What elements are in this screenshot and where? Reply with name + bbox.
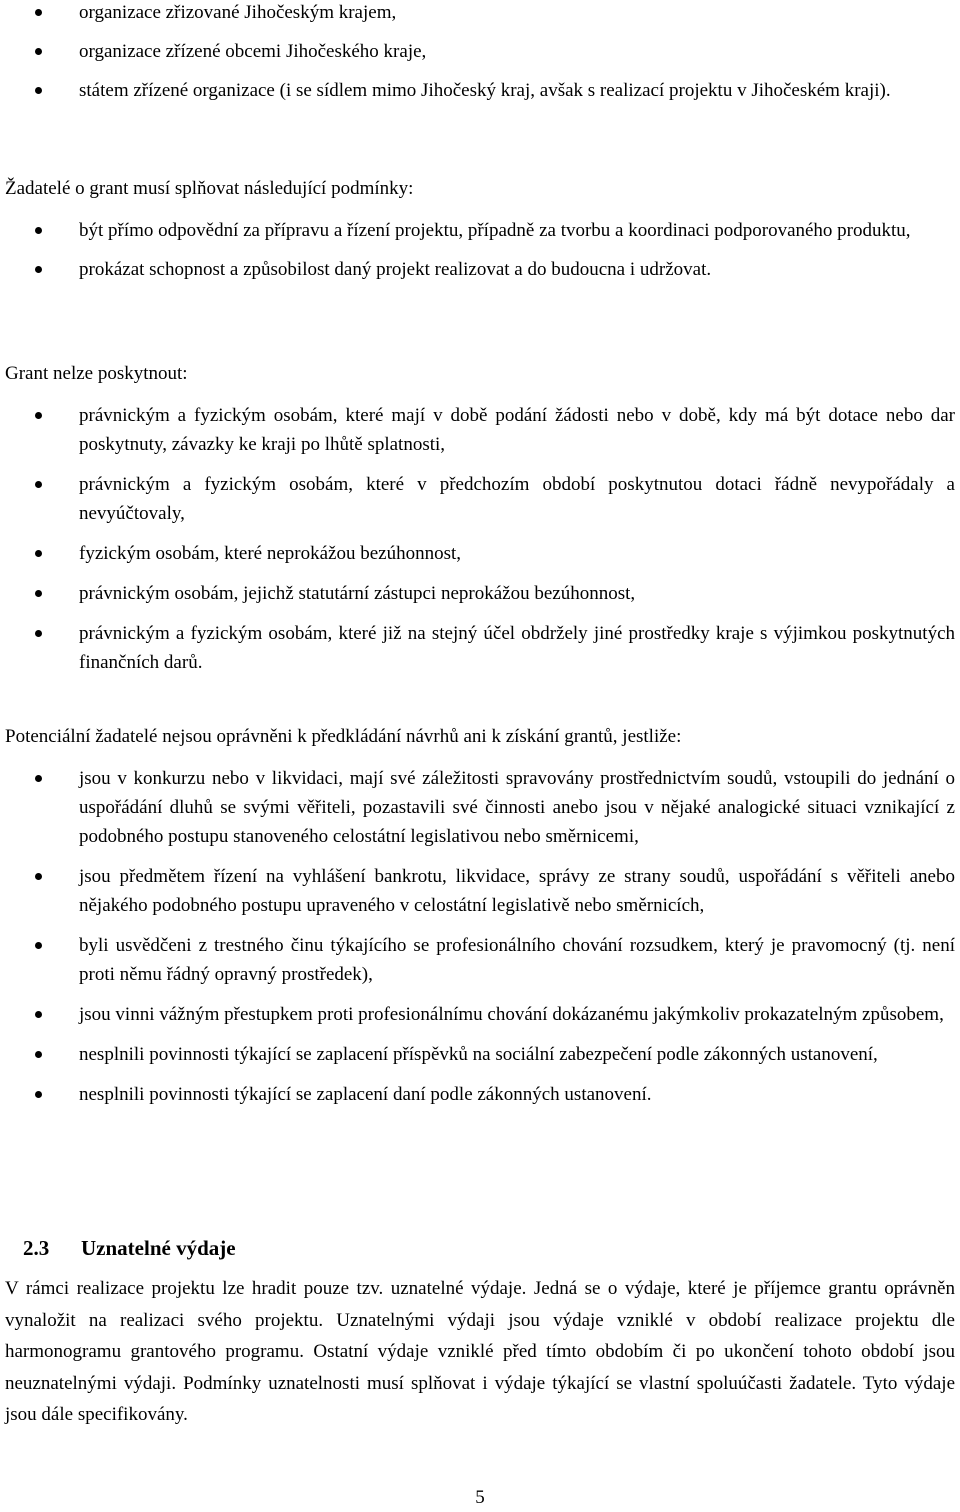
list-item: právnickým a fyzickým osobám, které v předchozím období poskytnutou dotaci řádně nevypořádaly a nevyúčtovaly, — [5, 470, 955, 528]
list-item: organizace zřízené obcemi Jihočeského kraje, — [5, 37, 955, 66]
bullet-icon — [35, 48, 42, 55]
section-title: Uznatelné výdaje — [81, 1236, 236, 1260]
section-paragraph: V rámci realizace projektu lze hradit pouze tzv. uznatelné výdaje. Jedná se o výdaje, které je příjemce grantu oprávněn vynaložit na realizaci svého projektu. Uznatelnými výdaji jsou výdaje vzniklé v období realizace projektu dle harmonogramu grantového programu. Ostatní výdaje vzniklé před tímto obdobím či po ukončení tohoto období jsou neuznatelnými výdaji. Podmínky uznatelnosti musí splňovat i výdaje týkající se vlastní spoluúčasti žadatele. Tyto výdaje jsou dále specifikovány. — [5, 1278, 955, 1425]
bullet-icon — [35, 481, 42, 488]
conditions-paragraph: Žadatelé o grant musí splňovat následující podmínky: — [5, 178, 414, 199]
bullet-icon — [35, 630, 42, 637]
bullet-icon — [35, 87, 42, 94]
page-number: 5 — [475, 1487, 485, 1508]
section-heading — [5, 1233, 955, 1263]
list-item: právnickým a fyzickým osobám, které mají v době podání žádosti nebo v době, kdy má být dotace nebo dar poskytnuty, závazky ke kraji po lhůtě splatnosti, — [5, 401, 955, 459]
organization-list — [5, 0, 955, 105]
list-item: nesplnili povinnosti týkající se zaplacení daní podle zákonných ustanovení. — [5, 1080, 955, 1109]
ineligibility-list — [5, 764, 955, 1109]
grant-exclusion-list — [5, 401, 955, 677]
bullet-icon — [35, 590, 42, 597]
list-item: právnickým a fyzickým osobám, které již na stejný účel obdržely jiné prostředky kraje s výjimkou poskytnutých finančních darů. — [5, 619, 955, 677]
bullet-icon — [35, 1051, 42, 1058]
grant-exclusion-paragraph: Grant nelze poskytnout: — [5, 363, 188, 384]
list-item: prokázat schopnost a způsobilost daný projekt realizovat a do budoucna i udržovat. — [5, 255, 955, 284]
list-item: státem zřízené organizace (i se sídlem mimo Jihočeský kraj, avšak s realizací projektu v Jihočeském kraji). — [5, 76, 955, 105]
bullet-icon — [35, 873, 42, 880]
list-item: jsou v konkurzu nebo v likvidaci, mají své záležitosti spravovány prostřednictvím soudů, vstoupili do jednání o uspořádání dluhů se svými věřiteli, pozastavili své činnosti anebo jsou v nějaké analogické situaci vznikající z podobného postupu stanoveného celostátní legislativou nebo směrnicemi, — [5, 764, 955, 851]
bullet-icon — [35, 775, 42, 782]
section-number: 2.3 — [23, 1236, 50, 1260]
list-item: nesplnili povinnosti týkající se zaplacení příspěvků na sociální zabezpečení podle zákonných ustanovení, — [5, 1040, 955, 1069]
bullet-icon — [35, 412, 42, 419]
list-item: jsou předmětem řízení na vyhlášení bankrotu, likvidace, správy ze strany soudů, uspořádání s věřiteli anebo nějakého podobného postupu upraveného v celostátní legislativě nebo směrnicích, — [5, 862, 955, 920]
bullet-icon — [35, 1011, 42, 1018]
bullet-icon — [35, 9, 42, 16]
list-item: jsou vinni vážným přestupkem proti profesionálnímu chování dokázanému jakýmkoliv prokazatelným způsobem, — [5, 1000, 955, 1029]
conditions-list — [5, 216, 955, 284]
bullet-icon — [35, 1091, 42, 1098]
list-item: byli usvědčeni z trestného činu týkajícího se profesionálního chování rozsudkem, který je pravomocný (tj. není proti němu řádný opravný prostředek), — [5, 931, 955, 989]
bullet-icon — [35, 266, 42, 273]
list-item: organizace zřizované Jihočeským krajem, — [5, 0, 955, 27]
bullet-icon — [35, 227, 42, 234]
potential-applicants-paragraph: Potenciální žadatelé nejsou oprávněni k předkládání návrhů ani k získání grantů, jestliže: — [5, 726, 682, 747]
list-item: fyzickým osobám, které neprokážou bezúhonnost, — [5, 539, 955, 568]
list-item: právnickým osobám, jejichž statutární zástupci neprokážou bezúhonnost, — [5, 579, 955, 608]
bullet-icon — [35, 942, 42, 949]
list-item: být přímo odpovědní za přípravu a řízení projektu, případně za tvorbu a koordinaci podporovaného produktu, — [5, 216, 955, 245]
bullet-icon — [35, 550, 42, 557]
